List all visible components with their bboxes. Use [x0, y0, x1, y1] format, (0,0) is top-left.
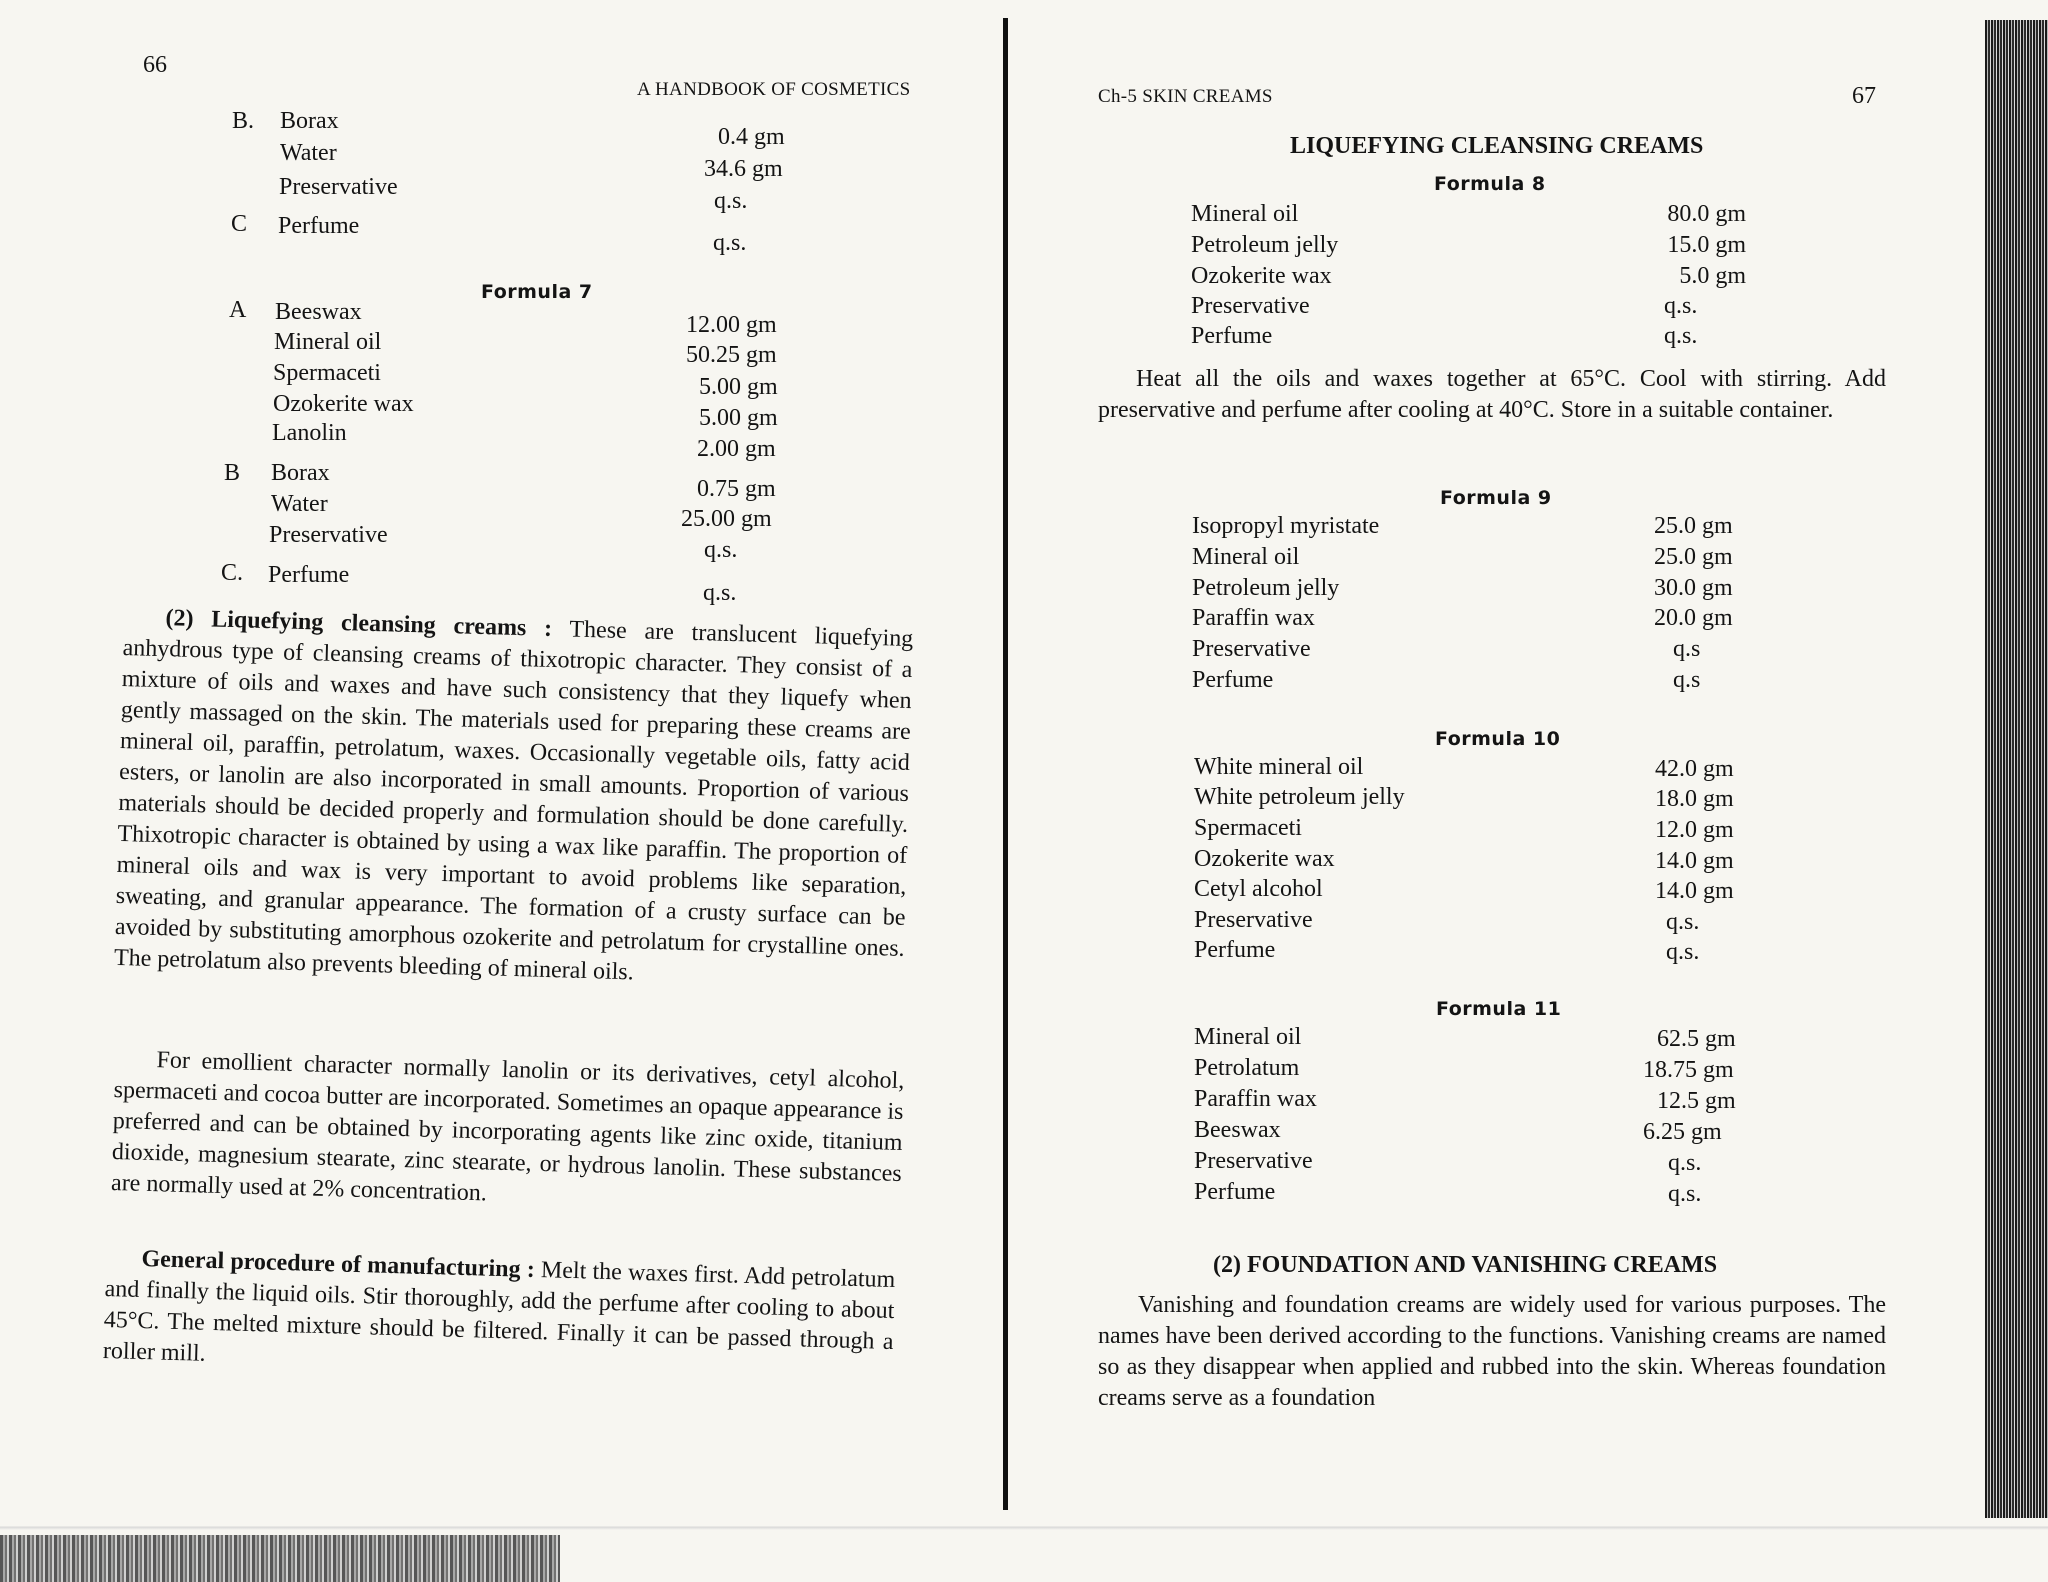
ingredient-name: Beeswax — [1194, 1117, 1281, 1143]
ingredient-amount: 80.0 gm — [1667, 201, 1746, 227]
ingredient-amount: 50.25 gm — [686, 342, 777, 368]
ingredient-amount: q.s. — [1666, 939, 1700, 965]
ingredient-name: Beeswax — [275, 299, 362, 325]
gutter-line — [1003, 18, 1008, 1510]
ingredient-name: Petroleum jelly — [1192, 575, 1340, 601]
paragraph-foundation: Vanishing and foundation creams are widely used for various purposes. The names have been derived according to the functions. Vanishing creams are named so as they disappear when applied and rubbed into the skin. Whereas foundation creams serve as a foundation — [1098, 1292, 1886, 1411]
running-head-left: A HANDBOOK OF COSMETICS — [637, 79, 911, 100]
ingredient-amount: q.s — [1673, 636, 1701, 662]
ingredient-amount: q.s — [1673, 667, 1701, 693]
ingredient-amount: 12.0 gm — [1655, 817, 1734, 843]
ingredient-name: Preservative — [1194, 907, 1313, 933]
ingredient-amount: q.s. — [1668, 1150, 1702, 1176]
ingredient-name: Ozokerite wax — [1191, 263, 1332, 289]
ingredient-name: Paraffin wax — [1192, 605, 1315, 631]
ingredient-name: Cetyl alcohol — [1194, 876, 1323, 902]
ingredient-name: Petroleum jelly — [1191, 232, 1339, 258]
ingredient-name: White petroleum jelly — [1194, 784, 1405, 810]
ingredient-name: Lanolin — [272, 420, 347, 446]
ingredient-name: Water — [271, 491, 328, 517]
ingredient-amount: q.s. — [704, 537, 738, 563]
ingredient-amount: 5.0 gm — [1679, 263, 1746, 289]
ingredient-amount: 6.25 gm — [1643, 1119, 1722, 1145]
ingredient-name: Perfume — [268, 562, 350, 588]
ingredient-name: Borax — [280, 108, 339, 134]
ingredient-amount: 25.0 gm — [1654, 513, 1733, 539]
ingredient-amount: q.s. — [1664, 293, 1698, 319]
part-letter: B. — [232, 108, 255, 134]
paragraph-emollient: For emollient character normally lanolin or its derivatives, cetyl alcohol, spermaceti and cocoa butter are incorporated. Sometimes an opaque appearance is preferred and can be obtained by incorporating agents like zinc oxide, titanium dioxide, magnesium stearate, zinc stearate, or hydrous lanolin. These substances are normally used at 2% concentration. — [110, 1047, 905, 1207]
part-letter: B — [224, 460, 241, 486]
ingredient-name: Ozokerite wax — [273, 391, 414, 417]
ingredient-name: Mineral oil — [1192, 544, 1300, 570]
ingredient-name: Paraffin wax — [1194, 1086, 1317, 1112]
paragraph-lead: General procedure of manufacturing : — [141, 1246, 536, 1283]
paragraph-liquefying — [114, 602, 914, 996]
ingredient-amount: q.s. — [713, 230, 747, 256]
ingredient-name: Preservative — [1194, 1148, 1313, 1174]
ingredient-name: Isopropyl myristate — [1192, 513, 1380, 539]
book-edge-shadow — [1985, 20, 2048, 1535]
ingredient-amount: 14.0 gm — [1655, 848, 1734, 874]
formula-heading: Formula 10 — [1435, 728, 1561, 750]
ingredient-amount: 2.00 gm — [697, 436, 776, 462]
ingredient-amount: 42.0 gm — [1655, 756, 1734, 782]
section-title-foundation: (2) FOUNDATION AND VANISHING CREAMS — [1213, 1252, 1718, 1278]
ingredient-amount: 12.00 gm — [686, 312, 777, 338]
ingredient-amount: 0.4 gm — [718, 124, 785, 150]
formula-8-instructions: Heat all the oils and waxes together at 65°C. Cool with stirring. Add preservative and perfume after cooling at 40°C. Store in a suitable container. — [1098, 366, 1886, 423]
ingredient-amount: 18.0 gm — [1655, 786, 1734, 812]
ingredient-amount: q.s. — [714, 188, 748, 214]
ingredient-name: Perfume — [1194, 937, 1276, 963]
ingredient-amount: 62.5 gm — [1657, 1026, 1736, 1052]
ingredient-amount: 30.0 gm — [1654, 575, 1733, 601]
formula-heading: Formula 11 — [1436, 998, 1562, 1020]
part-letter: C — [231, 211, 248, 237]
ingredient-name: Preservative — [269, 522, 388, 548]
ingredient-name: Mineral oil — [1194, 1024, 1302, 1050]
ingredient-name: Preservative — [279, 174, 398, 200]
ingredient-amount: 0.75 gm — [697, 476, 776, 502]
ingredient-name: White mineral oil — [1194, 754, 1364, 780]
ingredient-amount: 18.75 gm — [1643, 1057, 1734, 1083]
part-letter: A — [229, 297, 247, 323]
page-number-right: 67 — [1852, 83, 1876, 109]
ingredient-amount: 14.0 gm — [1655, 878, 1734, 904]
ingredient-amount: q.s. — [1664, 323, 1698, 349]
ingredient-amount: q.s. — [703, 580, 737, 606]
ingredient-amount: 15.0 gm — [1667, 232, 1746, 258]
ingredient-name: Spermaceti — [273, 360, 381, 386]
ingredient-amount: 20.0 gm — [1654, 605, 1733, 631]
paragraph-body: Melt the waxes first. Add petrolatum and finally the liquid oils. Stir thoroughly, add the perfume after cooling to about 45°C. The melted mixture should be filtered. Finally it can be passed through a roller mill. — [102, 1257, 896, 1367]
ingredient-amount: 5.00 gm — [699, 374, 778, 400]
ingredient-name: Mineral oil — [274, 329, 382, 355]
part-letter: C. — [221, 560, 244, 586]
bottom-scan-shadow — [0, 1535, 560, 1582]
section-title: LIQUEFYING CLEANSING CREAMS — [1290, 133, 1704, 159]
ingredient-name: Ozokerite wax — [1194, 846, 1335, 872]
ingredient-amount: q.s. — [1668, 1181, 1702, 1207]
paragraph-lead: (2) Liquefying cleansing creams : — [165, 605, 553, 642]
ingredient-amount: 12.5 gm — [1657, 1088, 1736, 1114]
running-head-right: Ch-5 SKIN CREAMS — [1098, 86, 1273, 107]
ingredient-name: Mineral oil — [1191, 201, 1299, 227]
ingredient-name: Borax — [271, 460, 330, 486]
ingredient-name: Perfume — [278, 213, 360, 239]
ingredient-name: Water — [280, 140, 337, 166]
ingredient-amount: 34.6 gm — [704, 156, 783, 182]
ingredient-amount: 5.00 gm — [699, 405, 778, 431]
ingredient-name: Preservative — [1191, 293, 1310, 319]
ingredient-amount: q.s. — [1666, 909, 1700, 935]
paragraph-procedure — [103, 1243, 896, 1389]
ingredient-amount: 25.00 gm — [681, 506, 772, 532]
formula-heading: Formula 9 — [1440, 487, 1552, 509]
formula-heading: Formula 7 — [481, 281, 593, 303]
paragraph-body: These are translucent liquefying anhydrous type of cleansing creams of thixotropic character. They consist of a mixture of oils and waxes and have such consistency that they liquefy when gently massaged on the skin. The materials used for preparing these creams are mineral oil, paraffin, petrolatum, waxes. Occasionally vegetable oils, fatty acid esters, or lanolin are also incorporated in small amounts. Proportion of various materials should be decided properly and formulation should be done carefully. Thixotropic character is obtained by using a wax like paraffin. The proportion of mineral oils and wax is very important to avoid problems like separation, sweating, and granular appearance. The formation of a crusty surface can be avoided by substituting amorphous ozokerite and petrolatum for crystalline ones. The petrolatum also prevents bleeding of mineral oils. — [113, 616, 914, 986]
page-number-left: 66 — [143, 52, 167, 78]
ingredient-name: Spermaceti — [1194, 815, 1302, 841]
ingredient-amount: 25.0 gm — [1654, 544, 1733, 570]
ingredient-name: Perfume — [1194, 1179, 1276, 1205]
formula-heading: Formula 8 — [1434, 173, 1546, 195]
ingredient-name: Preservative — [1192, 636, 1311, 662]
ingredient-name: Perfume — [1192, 667, 1274, 693]
ingredient-name: Perfume — [1191, 323, 1273, 349]
ingredient-name: Petrolatum — [1194, 1055, 1300, 1081]
